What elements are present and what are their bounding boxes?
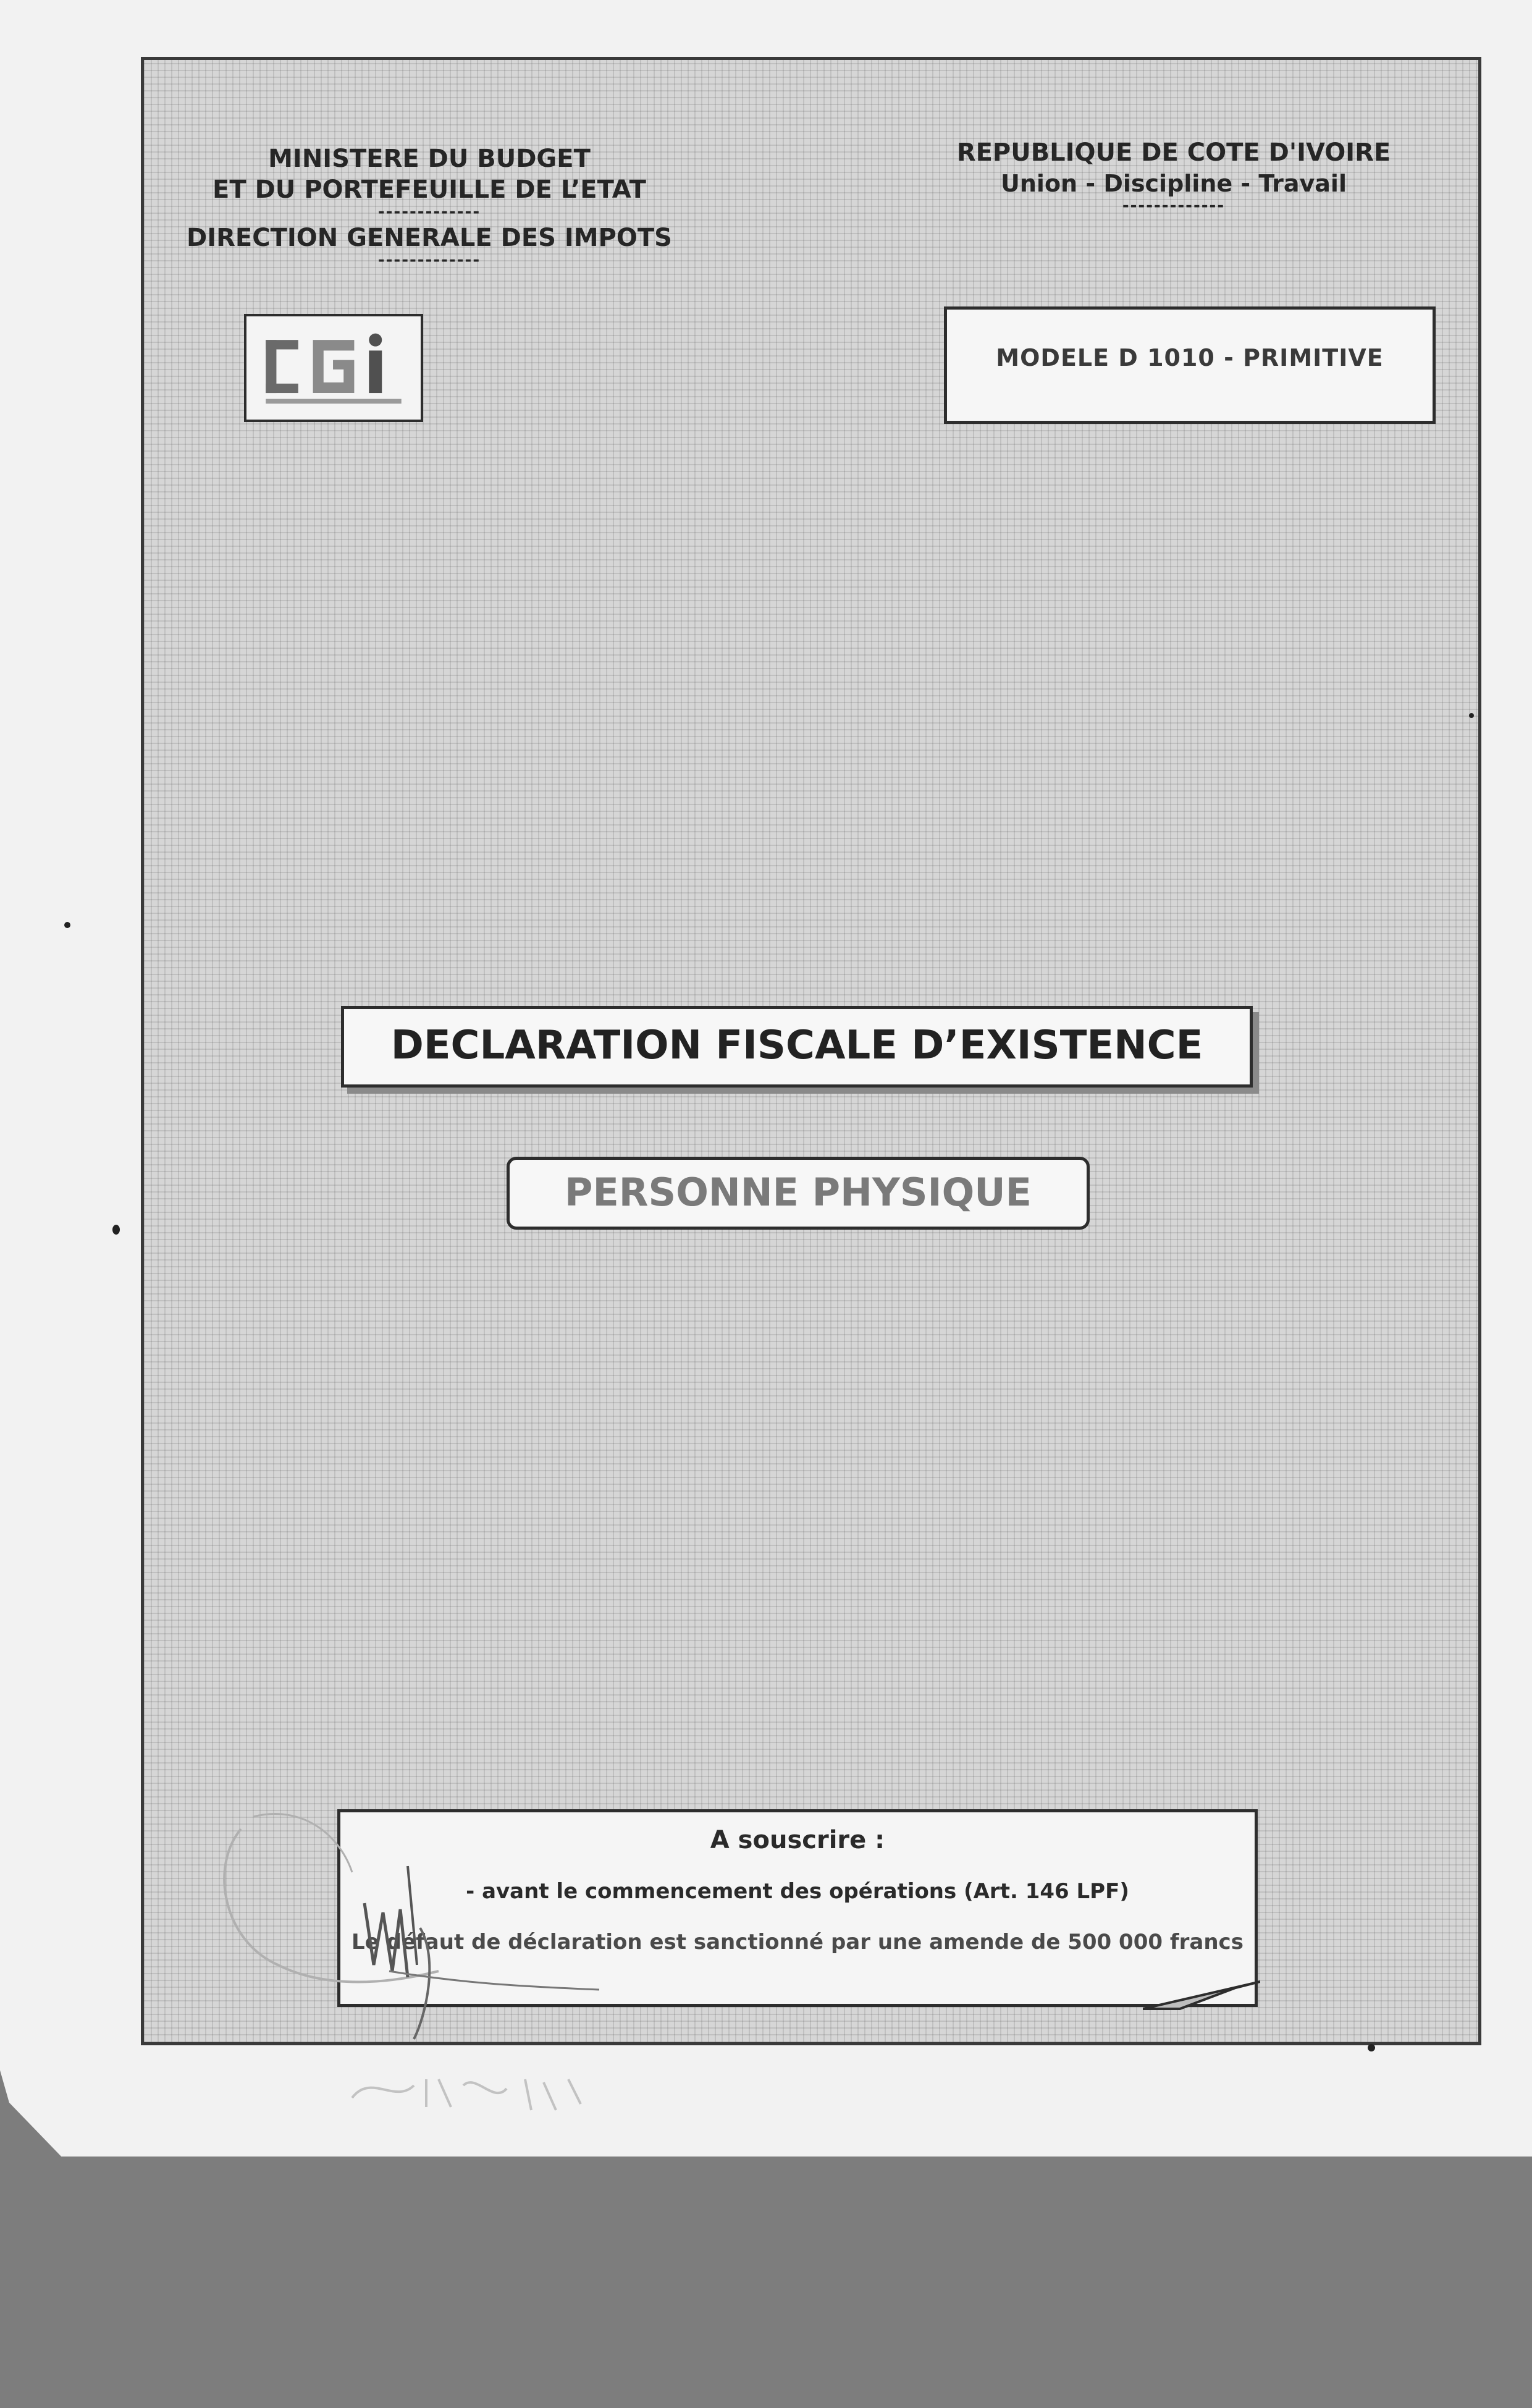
dgi-logo-graphic [246, 316, 421, 420]
country-motto: Union - Discipline - Travail [1001, 170, 1347, 197]
page-curl-decoration [1143, 1980, 1260, 2010]
document-subtitle: PERSONNE PHYSIQUE [507, 1157, 1090, 1230]
notice-box [337, 1809, 1258, 2007]
header-left [142, 143, 717, 267]
direction-name: DIRECTION GENERALE DES IMPOTS [187, 224, 672, 252]
notice-line1: - avant le commencement des opérations (Art. 146 LPF) [466, 1879, 1129, 1904]
model-reference: MODELE D 1010 - PRIMITIVE [944, 306, 1436, 424]
notice-line2: Le défaut de déclaration est sanctionné par une amende de 500 000 francs [351, 1930, 1244, 1954]
ministry-line1: MINISTERE DU BUDGET [268, 145, 591, 173]
document-title: DECLARATION FISCALE D’EXISTENCE [341, 1006, 1253, 1088]
separator: ------------- [1122, 196, 1226, 215]
separator: ------------- [377, 203, 481, 221]
ministry-line2: ET DU PORTEFEUILLE DE L’ETAT [213, 175, 646, 204]
speck [64, 922, 70, 928]
speck [112, 1225, 120, 1235]
speck [1469, 713, 1474, 718]
speck [1368, 2044, 1375, 2051]
country-name: REPUBLIQUE DE COTE D'IVOIRE [956, 138, 1391, 167]
notice-heading: A souscrire : [710, 1826, 885, 1854]
separator: ------------- [377, 251, 481, 269]
dgi-logo-icon [244, 314, 423, 422]
header-right [890, 137, 1458, 213]
